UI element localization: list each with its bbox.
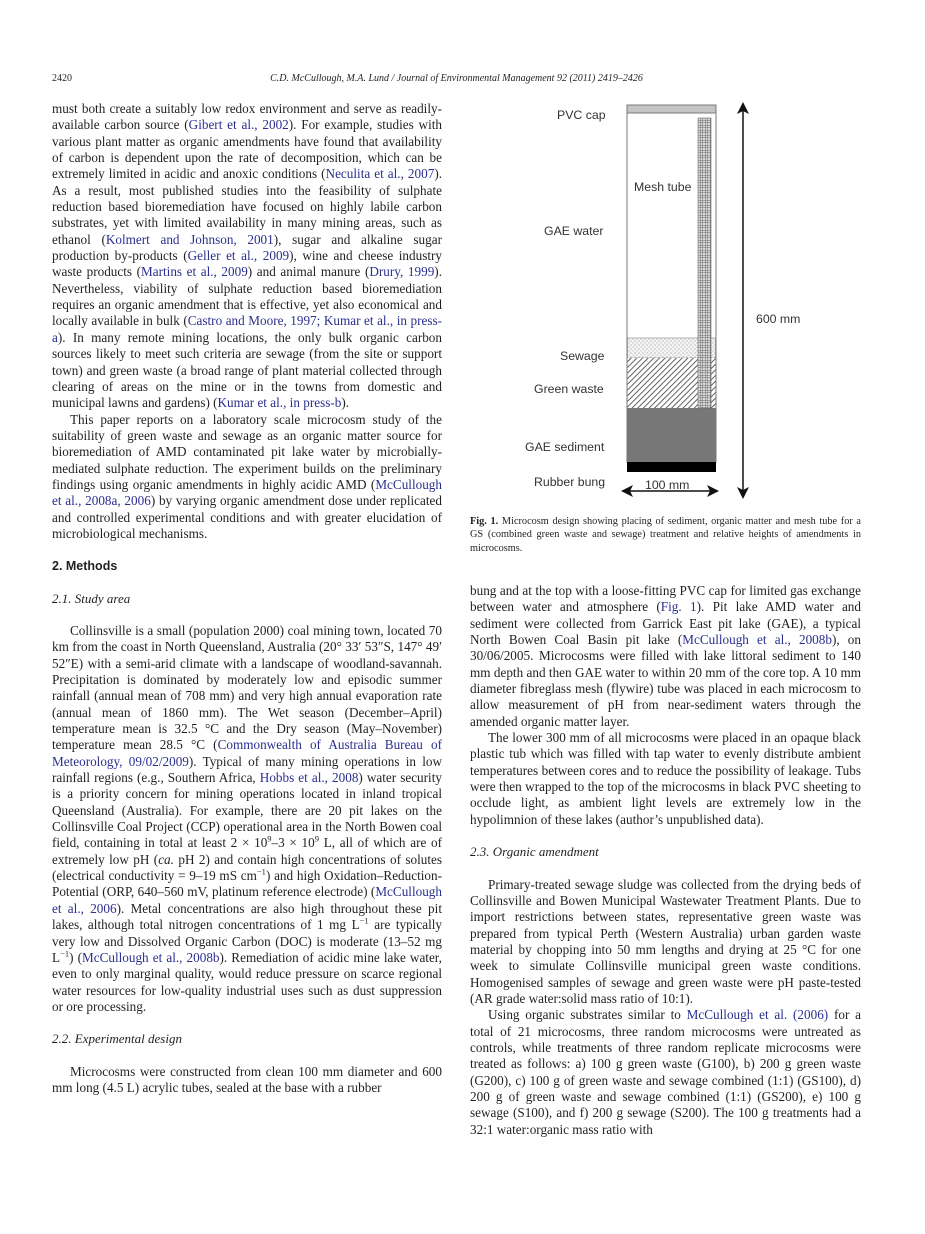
rubber-bung-shape <box>627 462 716 472</box>
figure-1-microcosm-diagram <box>470 100 862 510</box>
citation-link[interactable]: Commonwealth of Australia Bureau of Meteorology, 09/02/2009 <box>52 737 442 769</box>
subsection-heading-study-area: 2.1. Study area <box>52 590 131 606</box>
label-green-waste: Green waste <box>534 382 604 396</box>
mesh-tube-shape <box>698 118 711 408</box>
organic-amendment-paragraph-1: Primary-treated sewage sludge was collected from the drying beds of Collinsville and Bowen Municipal Wastewater Treatment Plants. Due to import restrictions between states, representative green waste was prepared from typical Perth (Western Australia) urban garden waste material by chopping into 50 mm lengths and drying at 25 °C for one week to simulate Collinsville municipal green waste conditions. Homogenised samples of sewage and green waste were pH paste-tested (AR grade water:solid mass ratio of 10:1). <box>470 876 861 1006</box>
subsection-heading-experimental-design: 2.2. Experimental design <box>52 1031 182 1047</box>
citation-link[interactable]: Kumar et al., in press-b <box>217 395 342 411</box>
experimental-design-paragraph-cont: bung and at the top with a loose-fitting PVC cap for limited gas exchange between water and atmosphere (Fig. 1). Pit lake AMD water and sediment were collected from Garrick East pit lake (GAE), a typical North Bowen Coal Basin pit lake (McCullough et al., 2008b), on 30/06/2005. Microcosms were filled with lake littoral sediment to 140 mm depth and then GAE water to within 20 mm of the core top. A 10 mm diameter fibreglass mesh (flywire) tube was placed in each microcosm to allow measurement of pH from near-sediment waters through the amended organic matter layer. <box>470 583 861 729</box>
label-mesh-tube: Mesh tube <box>634 180 692 194</box>
citation-link[interactable]: McCullough et al., 2008b <box>81 949 220 965</box>
citation-link[interactable]: Martins et al., 2009 <box>141 264 248 280</box>
right-text-column <box>470 583 861 1138</box>
figure-1-caption: Fig. 1. Microcosm design showing placing of sediment, organic matter and mesh tube for a GS (combined green waste and sewage) treatment and relative heights of amendments in microcosms. <box>470 516 862 554</box>
label-sewage: Sewage <box>560 349 605 363</box>
citation-link[interactable]: McCullough et al., 2008b <box>682 632 832 648</box>
pvc-cap-shape <box>627 105 716 113</box>
citation-link[interactable]: Castro and Moore, 1997; Kumar et al., in press-a <box>52 313 443 345</box>
citation-link[interactable]: McCullough et al., 2008a, 2006 <box>52 476 442 509</box>
running-header <box>52 73 861 87</box>
experimental-design-paragraph: Microcosms were constructed from clean 100 mm diameter and 600 mm long (4.5 L) acrylic tubes, sealed at the base with a rubber <box>52 1063 442 1095</box>
citation-link[interactable]: Neculita et al., 2007 <box>325 166 435 182</box>
citation-link[interactable]: Gibert et al., 2002 <box>188 117 289 133</box>
study-area-paragraph: Collinsville is a small (population 2000) coal mining town, located 70 km from the coast in North Queensland, Australia (20° 33′ 53″S, 147° 49′ 52″E) with a semi-arid climate with a landscape of woodland-savannah. Precipitation is dominated by moderately low and episodic summer rainfall (annual mean of 708 mm) and very high annual evaporation rate (annual mean of 1860 mm). The Wet season (December–April) temperature mean is 32.5 °C and the Dry season (May–November) temperature mean 28.5 °C (Commonwealth of Australia Bureau of Meteorology, 09/02/2009). Typical of many mining operations in low rainfall regions (e.g., Southern Africa, Hobbs et al., 2008) water security is a priority concern for mining operations located in inland tropical Queensland (Australia). For example, there are 20 pit lakes on the Collinsville Coal Project (CCP) operational area in the North Bowen coal field, containing in total at least $2 \times 10^9-3 \times 10^9$ L, all of which are of extremely low pH (ca. pH 2) and contain high concentrations of solutes (electrical conductivity = 9–19 mS $cm^{-1}$) and high Oxidation–Reduction-Potential (ORP, 640–560 mV, platinum reference electrode) (McCullough et al., 2006). Metal concentrations are also high throughout these pit lakes, although total nitrogen concentrations of 1 mg $L^{-1}$ are typically very low and Dissolved Organic Carbon (DOC) is moderate (13–52 mg $L^{-1}$) (McCullough et al., 2008b). Remediation of acidic mine lake water, even to only marginal quality, would reduce pressure on scarce regional water resources for low-quality industrial uses such as dust suppression or ore processing. <box>52 622 443 1014</box>
left-text-column <box>52 101 442 1096</box>
section-heading-methods: 2. Methods <box>52 559 118 574</box>
citation-link[interactable]: Drury, 1999 <box>369 264 435 280</box>
citation-link[interactable]: Hobbs et al., 2008 <box>259 770 359 786</box>
intro-paragraph-1: must both create a suitably low redox environment and serve as readily-available carbon source (Gibert et al., 2002). For example, studies with various plant matter as organic amendments have found that availability of carbon is dependent upon the rate of decomposition, which can be extremely limited in acidic and anoxic conditions (Neculita et al., 2007). As a result, most published studies into the feasibility of sulphate reduction based bioremediation have focused on highly labile carbon substrates, yet with limited availability in many mining areas, such as ethanol (Kolmert and Johnson, 2001), sugar and alkaline sugar production by-products (Geller et al., 2009), wine and cheese industry waste products (Martins et al., 2009) and animal manure (Drury, 1999). Nevertheless, viability of sulphate reduction based bioremediation requires an organic amendment that is effective, yet also economical and locally available in bulk (Castro and Moore, 1997; Kumar et al., in press-a). In many remote mining locations, the only bulk organic carbon sources likely to meet such criteria are sewage (from the site or support town) and green waste (a broad range of plant material collected through clearing of areas on the mine or in the towns from domestic and municipal lawns and gardens) (Kumar et al., in press-b). <box>52 101 443 411</box>
label-rubber-bung: Rubber bung <box>534 475 606 489</box>
sediment-layer <box>628 408 716 462</box>
experimental-design-paragraph-2: The lower 300 mm of all microcosms were placed in an opaque black plastic tub which was filled with tap water to evenly distribute ambient temperatures between cores and to reduce the possibility of leakage. Tubs were then wrapped to the top of the microcosms in black PVC sheeting to occlude light, as ambient light levels are extremely low in the hypolimnion of these lakes (author’s unpublished data). <box>470 730 861 827</box>
label-600mm: 600 mm <box>756 312 801 326</box>
page-number: 2420 <box>52 73 72 84</box>
citation-link[interactable]: Geller et al., 2009 <box>187 248 290 264</box>
label-pvc-cap: PVC cap <box>557 108 606 122</box>
label-100mm: 100 mm <box>645 478 690 492</box>
figure-label: Fig. 1. <box>470 516 499 527</box>
figure-reference-link[interactable]: Fig. 1 <box>660 599 697 615</box>
label-gae-sediment: GAE sediment <box>525 440 605 454</box>
intro-paragraph-2: This paper reports on a laboratory scale microcosm study of the suitability of green waste and sewage as an organic matter source for bioremediation of AMD contaminated pit lake water by microbially-mediated sulphate reduction. The experiment builds on the preliminary findings using organic amendments in highly acidic AMD (McCullough et al., 2008a, 2006) by varying organic amendment dose under replicated and controlled experimental conditions and with greater elucidation of microbiological mechanisms. <box>52 411 442 541</box>
subsection-heading-organic-amendment: 2.3. Organic amendment <box>470 844 599 860</box>
citation-link[interactable]: McCullough et al., 2006 <box>52 884 442 916</box>
journal-citation-line: C.D. McCullough, M.A. Lund / Journal of Environmental Management 92 (2011) 2419–2426 <box>270 73 643 84</box>
organic-amendment-paragraph-2: Using organic substrates similar to McCullough et al. (2006) for a total of 21 microcosms, three random microcosms were untreated as controls, while treatments of three random replicate microcosms were treated as follows: a) 100 g green waste (G100), b) 200 g green waste (G200), c) 100 g of green waste and sewage combined (1:1) (GS100), d) 200 g of green waste and sewage combined (1:1) (GS200), e) 100 g sewage (S100), and f) 200 g sewage (S200). The 100 g treatments had a 32:1 water:organic mass ratio with <box>470 1007 861 1137</box>
label-gae-water: GAE water <box>544 224 604 238</box>
citation-link[interactable]: McCullough et al. (2006) <box>686 1007 829 1023</box>
citation-link[interactable]: Kolmert and Johnson, 2001 <box>105 231 274 247</box>
